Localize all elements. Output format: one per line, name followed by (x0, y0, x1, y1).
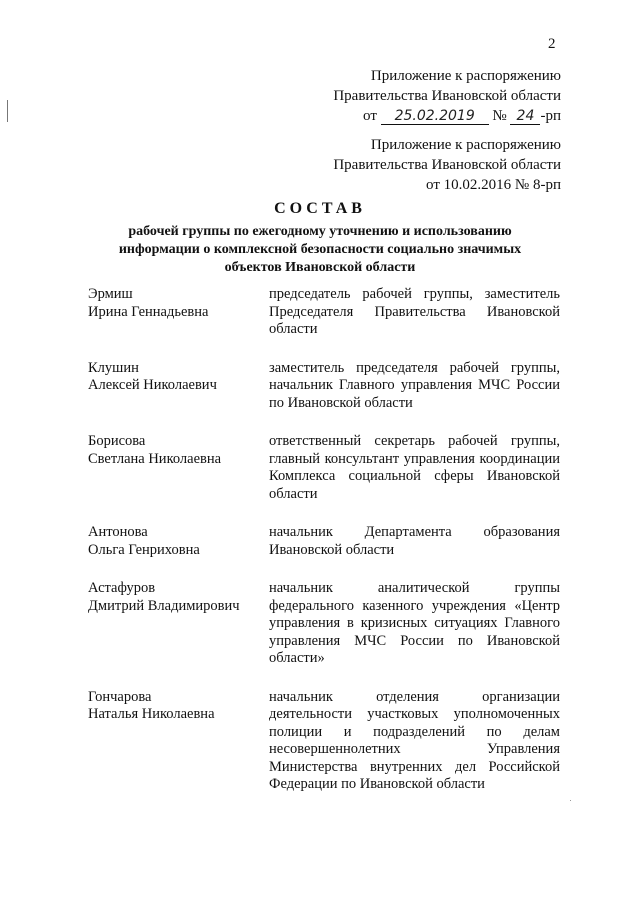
member-name (88, 286, 269, 339)
scan-speck (570, 800, 571, 801)
page-number: 2 (548, 36, 556, 52)
number-label: № (492, 108, 507, 124)
appendix-original-header (333, 135, 561, 195)
member-name (88, 433, 269, 503)
member-surname: Эрмиш (88, 286, 133, 302)
member-surname: Гончарова (88, 688, 152, 705)
member-position: начальник аналитической группы федерального казенного учреждения «Центр управления в кризисных ситуациях Главного управления МЧС России по Ивановской области» (269, 580, 560, 666)
member-given-names: Ирина Геннадьевна (88, 303, 209, 320)
members-list (88, 286, 560, 794)
member-given-names: Наталья Николаевна (88, 706, 215, 722)
document-title: СОСТАВ (274, 200, 366, 217)
member-row (88, 580, 560, 668)
subtitle-line: рабочей группы по ежегодному уточнению и использованию (128, 224, 512, 239)
appendix-current-header (333, 66, 561, 126)
from-label: от (363, 108, 377, 124)
member-position: заместитель председателя рабочей группы, начальник Главного управления МЧС России по Ивановской области (269, 359, 560, 411)
appendix-original-line1: Приложение к распоряжению (370, 137, 561, 153)
member-given-names: Алексей Николаевич (88, 377, 217, 393)
appendix-original-line2: Правительства Ивановской области (333, 157, 561, 173)
member-surname: Астафуров (88, 580, 156, 596)
member-row (88, 433, 560, 503)
member-surname: Клушин (88, 359, 139, 376)
document-title-block (100, 200, 540, 277)
handwritten-number: 24 (510, 108, 540, 125)
subtitle-line: объектов Ивановской области (224, 260, 416, 275)
member-position: председатель рабочей группы, заместитель Председателя Правительства Ивановской области (269, 286, 560, 337)
subtitle-line: информации о комплексной безопасности социально значимых (118, 242, 522, 257)
member-position: начальник Департамента образования Ивановской области (269, 524, 560, 558)
member-row (88, 524, 560, 559)
member-given-names: Дмитрий Владимирович (88, 597, 240, 614)
member-given-names: Светлана Николаевна (88, 450, 222, 467)
member-row (88, 689, 560, 794)
appendix-current-line2: Правительства Ивановской области (333, 88, 561, 104)
member-name (88, 360, 269, 413)
document-subtitle (100, 223, 540, 277)
member-surname: Борисова (88, 433, 146, 449)
member-name (88, 580, 269, 668)
appendix-current-line1: Приложение к распоряжению (370, 68, 561, 84)
member-surname: Антонова (88, 524, 148, 540)
member-row (88, 360, 560, 413)
member-position: ответственный секретарь рабочей группы, главный консультант управления координации Комплекса социальной сферы Ивановской области (269, 433, 560, 502)
number-suffix: -рп (540, 108, 561, 124)
appendix-original-line3: от 10.02.2016 № 8-рп (426, 177, 561, 193)
scan-margin-mark (7, 100, 8, 122)
member-given-names: Ольга Генриховна (88, 541, 200, 558)
member-name (88, 524, 269, 559)
appendix-current-date-line (333, 106, 561, 126)
handwritten-date: 25.02.2019 (381, 108, 489, 125)
member-position: начальник отделения организации деятельности участковых уполномоченных полиции и подразделений по делам несовершеннолетних Управления Министерства внутренних дел Российской Федерации по Ивановской области (269, 688, 560, 792)
member-name (88, 689, 269, 794)
member-row (88, 286, 560, 339)
